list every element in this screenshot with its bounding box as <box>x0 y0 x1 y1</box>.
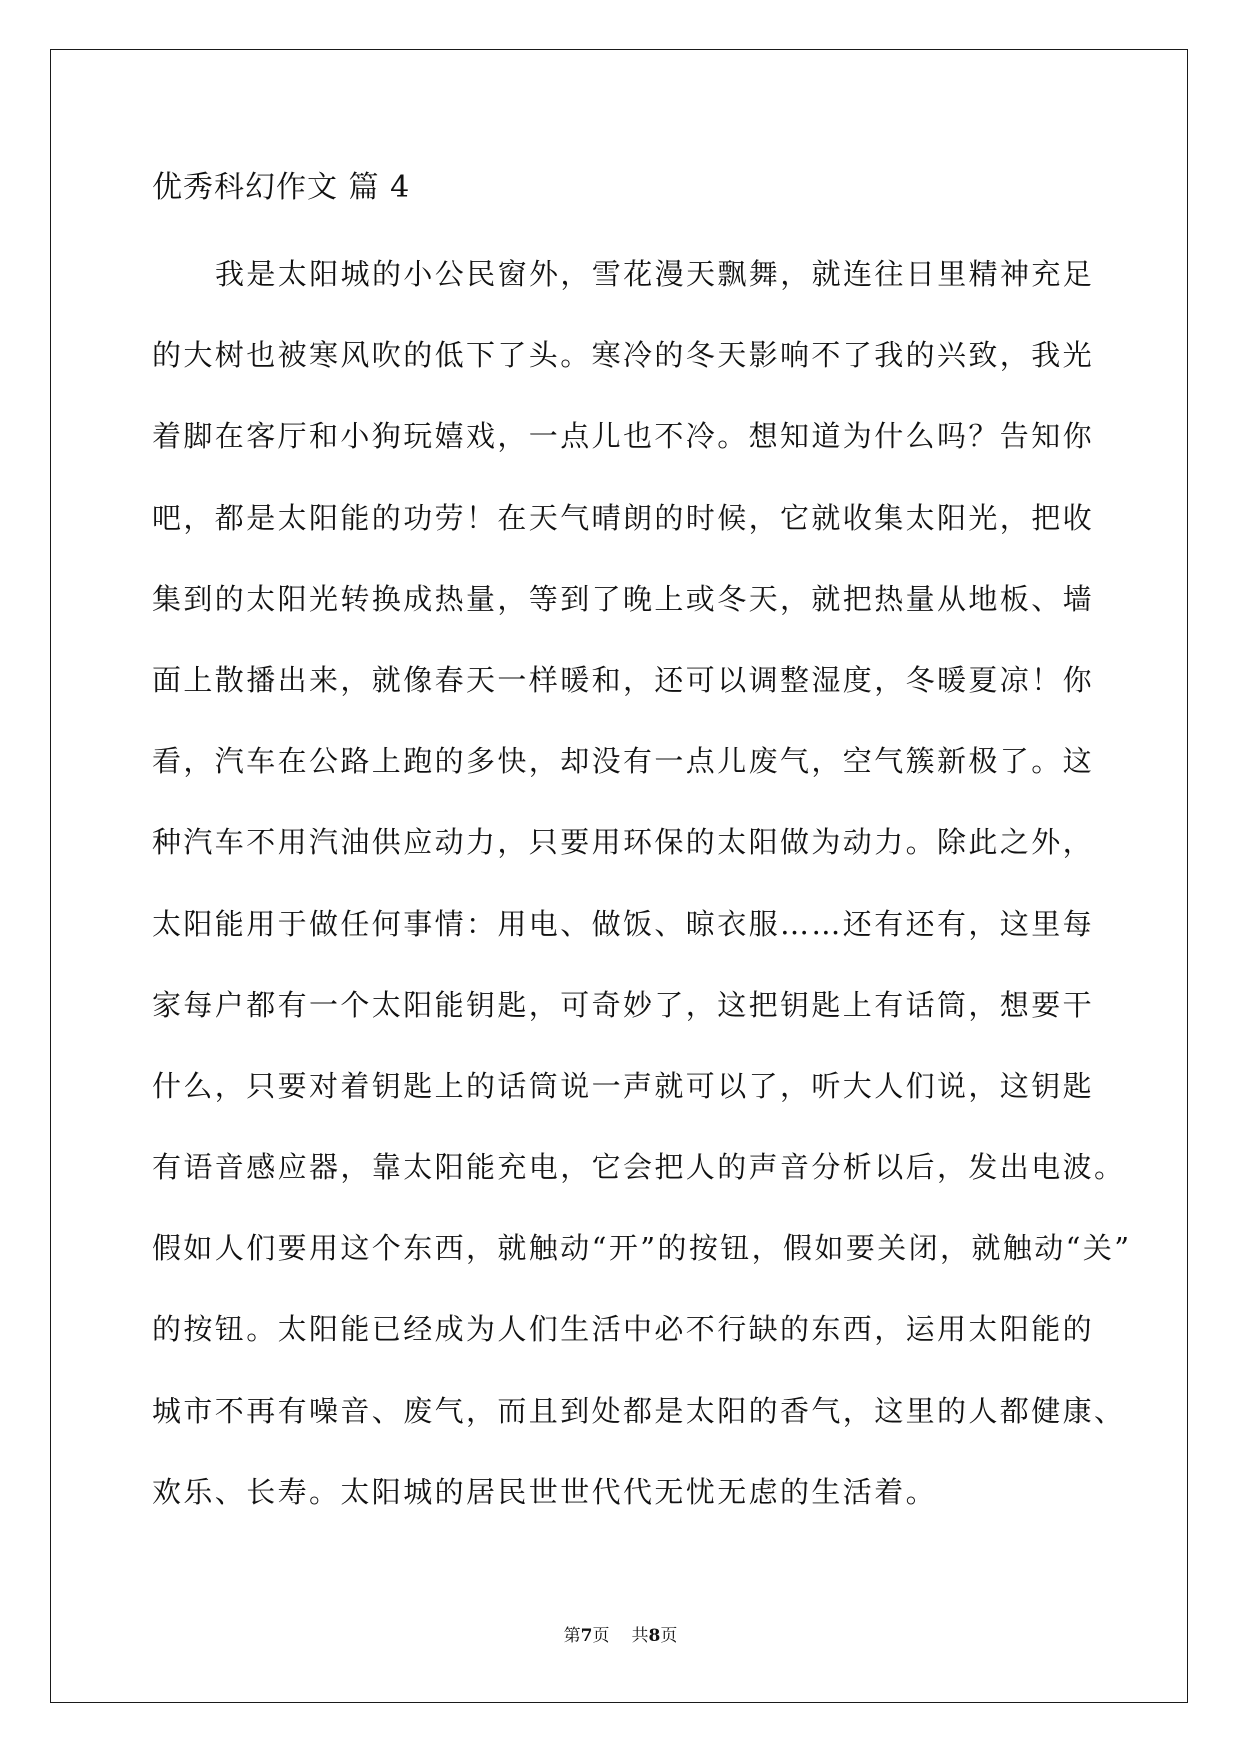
body-line: 面上散播出来，就像春天一样暖和，还可以调整湿度，冬暖夏凉！你 <box>152 662 1095 697</box>
section-heading: 优秀科幻作文 篇 4 <box>152 170 411 205</box>
page-footer <box>0 1625 1241 1647</box>
body-line: 太阳能用于做任何事情：用电、做饭、晾衣服……还有还有，这里每 <box>152 906 1095 941</box>
body-line: 着脚在客厅和小狗玩嬉戏，一点儿也不冷。想知道为什么吗？告知你 <box>152 419 1095 454</box>
body-line: 家每户都有一个太阳能钥匙，可奇妙了，这把钥匙上有话筒，想要干 <box>152 987 1095 1022</box>
body-line: 有语音感应器，靠太阳能充电，它会把人的声音分析以后，发出电波。 <box>152 1150 1126 1185</box>
total-unit: 页 <box>660 1626 678 1646</box>
body-line: 的大树也被寒风吹的低下了头。寒冷的冬天影响不了我的兴致，我光 <box>152 338 1095 373</box>
body-line: 欢乐、长寿。太阳城的居民世世代代无忧无虑的生活着。 <box>152 1474 938 1509</box>
body-line: 城市不再有噪音、废气，而且到处都是太阳的香气，这里的人都健康、 <box>152 1393 1126 1428</box>
page-total-number: 8 <box>648 1626 661 1646</box>
body-line: 种汽车不用汽油供应动力，只要用环保的太阳做为动力。除此之外， <box>152 825 1095 860</box>
body-line: 我是太阳城的小公民窗外，雪花漫天飘舞，就连往日里精神充足 <box>215 257 1095 291</box>
page-current-number: 7 <box>580 1626 593 1646</box>
body-line: 的按钮。太阳能已经成为人们生活中必不行缺的东西，运用太阳能的 <box>152 1312 1095 1347</box>
essay-body <box>152 254 1132 1553</box>
body-line: 什么，只要对着钥匙上的话筒说一声就可以了，听大人们说，这钥匙 <box>152 1068 1095 1103</box>
page-unit: 页 <box>592 1626 610 1646</box>
body-line: 吧，都是太阳能的功劳！在天气晴朗的时候，它就收集太阳光，把收 <box>152 500 1095 535</box>
page-prefix: 第 <box>563 1626 581 1646</box>
body-line: 假如人们要用这个东西，就触动“开”的按钮，假如要关闭，就触动“关” <box>152 1231 1132 1266</box>
total-prefix: 共 <box>631 1626 649 1646</box>
body-line: 集到的太阳光转换成热量，等到了晚上或冬天，就把热量从地板、墙 <box>152 581 1095 616</box>
body-line: 看，汽车在公路上跑的多快，却没有一点儿废气，空气簇新极了。这 <box>152 744 1095 779</box>
